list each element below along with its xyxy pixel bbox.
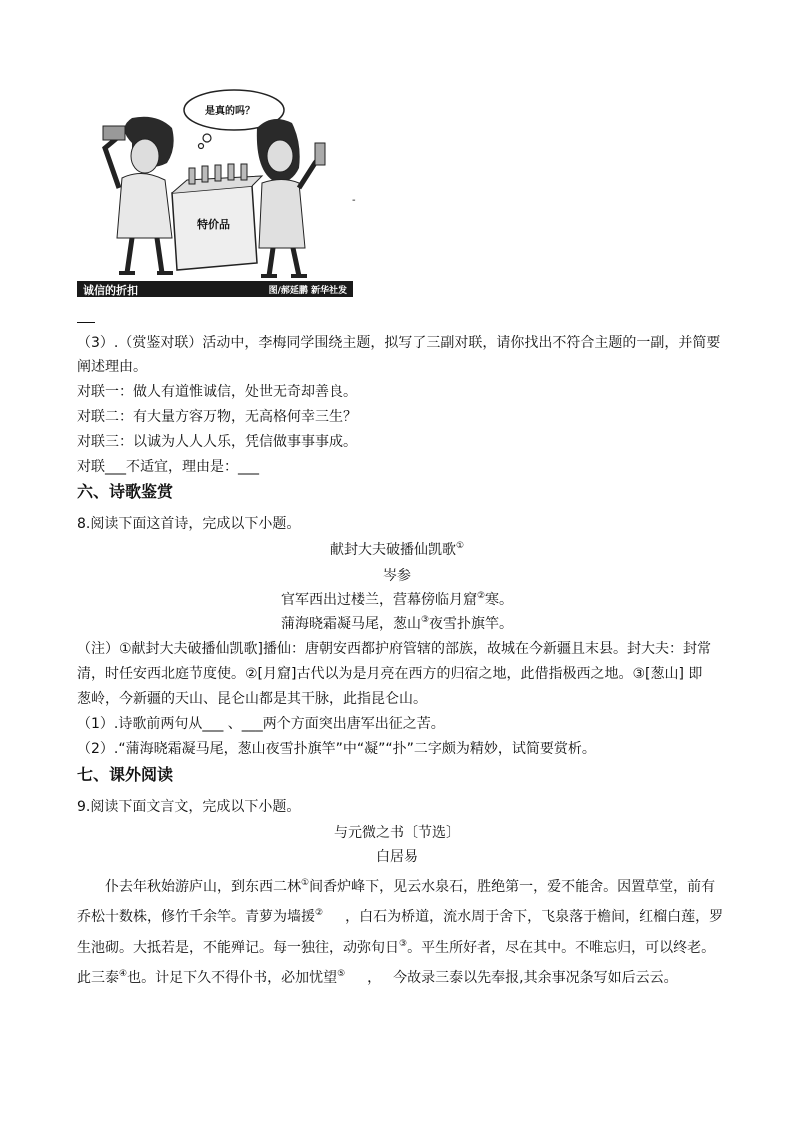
poem-author: 岑参 (383, 568, 411, 584)
question-8-sub2: （2）.“蒲海晓霜凝马尾，葱山夜雪扑旗竿”中“凝”“扑”二字颇为精妙，试简要赏析。 (77, 741, 596, 757)
caption-title: 诚信的折扣 (83, 284, 138, 297)
cartoon-illustration (77, 88, 353, 298)
couplet-1: 对联一：做人有道惟诚信，处世无奇却善良。 (77, 384, 357, 400)
poem-line-2: 蒲海晓霜凝马尾，葱山③夜雪扑旗竿。 (280, 615, 514, 632)
cartoon-drawing (77, 88, 353, 283)
poem-title: 献封大夫破播仙凯歌① (329, 541, 465, 558)
couplet-3: 对联三：以诚为人人人乐，凭信做事事事成。 (77, 434, 357, 450)
box-label: 特价品 (197, 218, 230, 231)
cartoon-caption (77, 281, 353, 297)
passage-line-3: 生池砌。大抵若是，不能殚记。每一独往，动弥旬日③。平生所好者，尽在其中。不唯忘归，可以终老。 (77, 939, 716, 956)
stray-dash: - (352, 195, 356, 206)
answer-blank (77, 322, 95, 323)
caption-credit: 图/郝延鹏 新华社发 (268, 286, 347, 296)
question-8-sub1: （1）.诗歌前两句从___ 、___两个方面突出唐军出征之苦。 (77, 716, 445, 732)
passage-line-4: 此三泰④也。计足下久不得仆书，必加忧望⑤ ， 今故录三泰以先奉报,其余事况条写如后云云。 (77, 969, 678, 986)
q3-line2: 阐述理由。 (77, 359, 147, 375)
question-8: 8.阅读下面这首诗，完成以下小题。 (77, 516, 301, 532)
passage-line-2: 乔松十数株，修竹千余竿。青萝为墙援② ，白石为桥道，流水周于舍下，飞泉落于檐间，红榴白莲，罗 (77, 908, 724, 925)
q3-line1: （3）.（赏鉴对联）活动中，李梅同学围绕主题，拟写了三副对联，请你找出不符合主题的一副，并简要 (77, 335, 721, 351)
passage-line-1: 仆去年秋始游庐山，到东西二林①间香炉峰下，见云水泉石，胜绝第一，爱不能舍。因置草堂，前有 (105, 878, 716, 895)
couplet-answer: 对联___不适宜，理由是：___ (77, 459, 259, 475)
poem-note-2: 清，时任安西北庭节度使。②[月窟]古代以为是月亮在西方的归宿之地，此借指极西之地。③[葱山] 即 (77, 666, 703, 682)
couplet-2: 对联二：有大量方容万物，无高格何幸三生？ (77, 409, 357, 425)
poem-note-3: 葱岭，今新疆的天山、昆仑山都是其干脉，此指昆仑山。 (77, 691, 427, 707)
speech-bubble-text: 是真的吗？ (205, 106, 255, 117)
question-9: 9.阅读下面文言文，完成以下小题。 (77, 799, 301, 815)
poem-line-1: 官军西出过楼兰，营幕傍临月窟②寒。 (280, 591, 514, 608)
poem-note-1: （注）①献封大夫破播仙凯歌]播仙：唐朝安西都护府管辖的部族，故城在今新疆且末县。封大夫：封常 (77, 641, 712, 657)
passage-author: 白居易 (376, 849, 418, 865)
passage-title: 与元微之书〔节选〕 (334, 825, 460, 841)
section-heading-poetry: 六、诗歌鉴赏 (77, 482, 174, 501)
section-heading-reading: 七、课外阅读 (77, 765, 174, 784)
